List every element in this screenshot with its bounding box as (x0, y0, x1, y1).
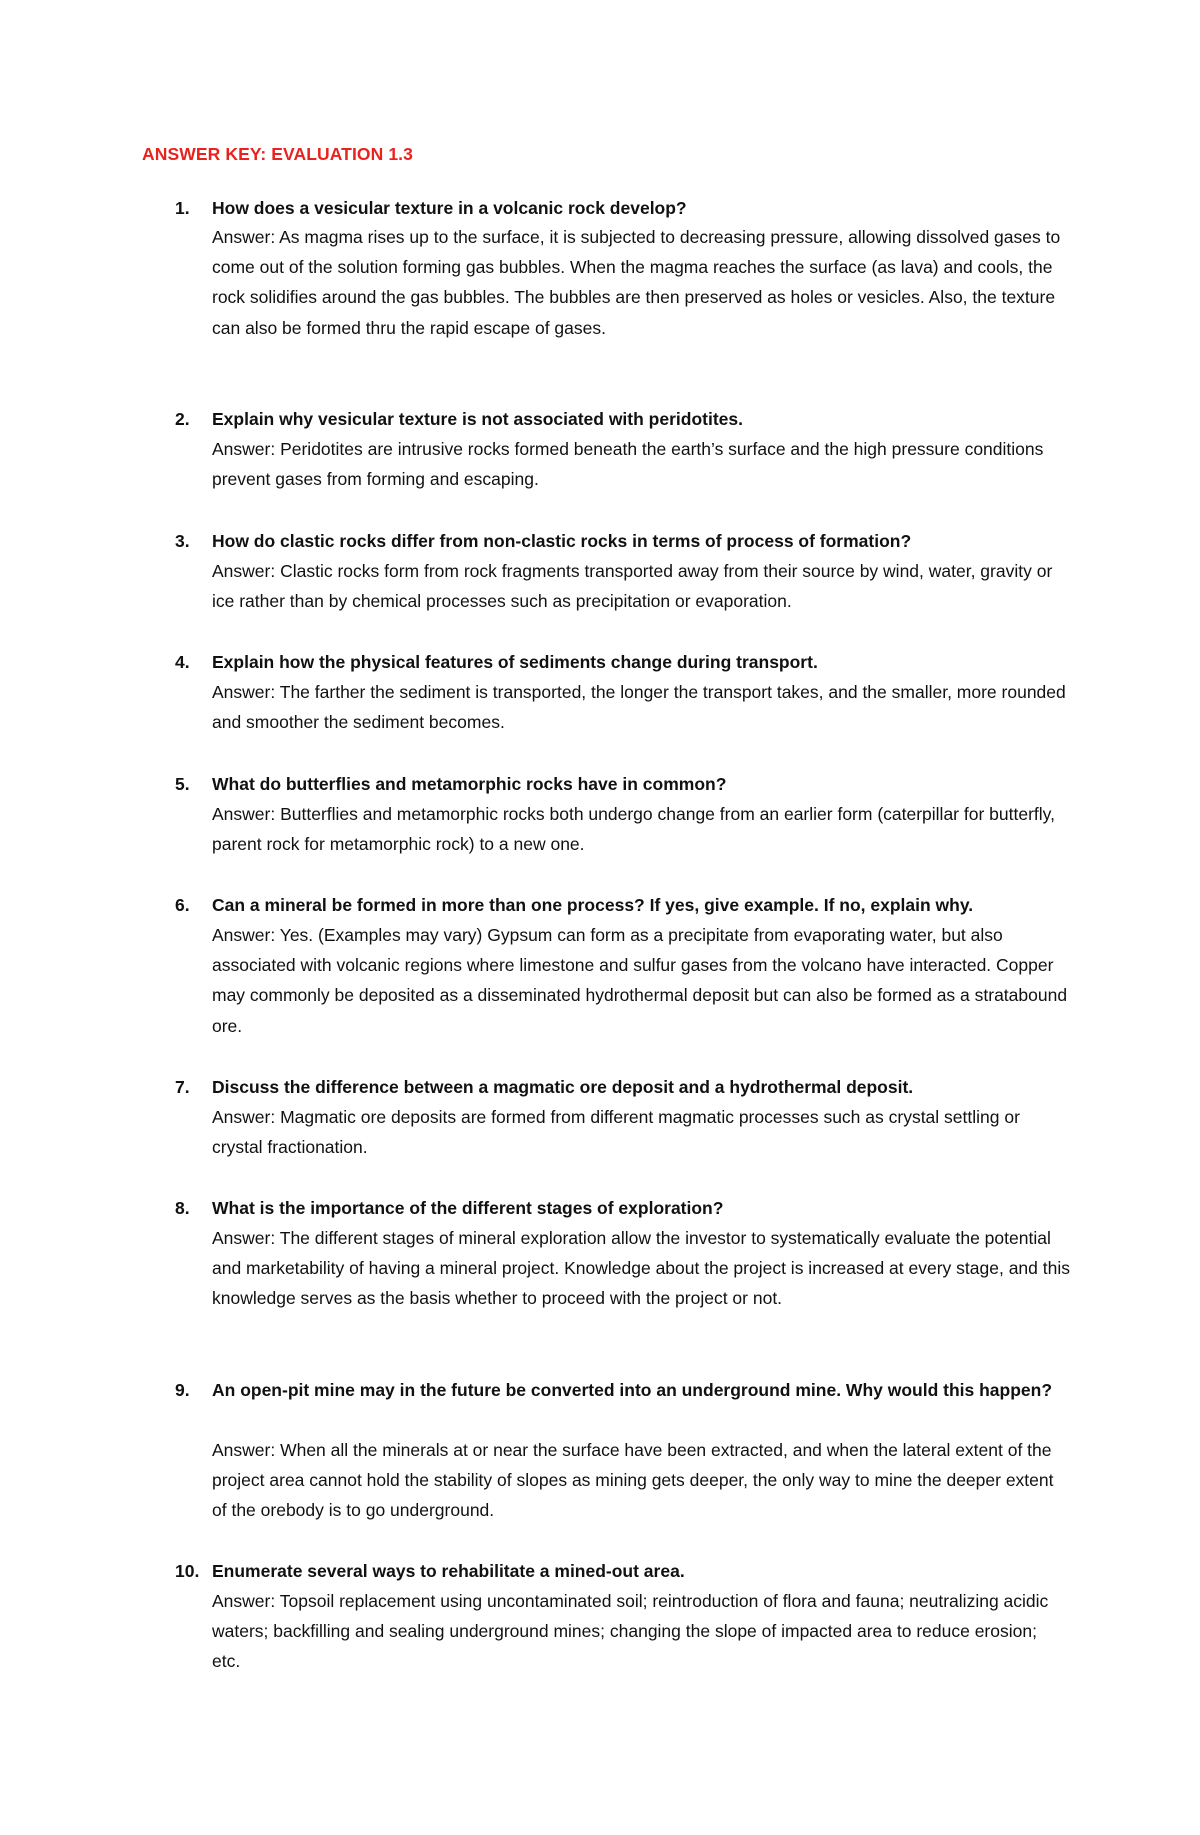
question-text: Explain how the physical features of sediments change during transport. (212, 652, 818, 672)
answer-text: Answer: Clastic rocks form from rock fragments transported away from their source by wind, water, gravity or ice rather than by chemical processes such as precipitation or evaporation. (212, 561, 1053, 612)
question-text: How do clastic rocks differ from non-clastic rocks in terms of process of formation? (212, 531, 912, 551)
answer-text: Answer: As magma rises up to the surface, it is subjected to decreasing pressure, allowing dissolved gases to come out of the solution forming gas bubbles. When the magma reaches the surface (as lava) and cools, the rock solidifies around the gas bubbles. The bubbles are then preserved as holes or vesicles. Also, the texture can also be formed thru the rapid escape of gases. (212, 227, 1061, 338)
question-text: How does a vesicular texture in a volcanic rock develop? (212, 198, 687, 218)
answer-text: Answer: Butterflies and metamorphic rocks both undergo change from an earlier form (caterpillar for butterfly, parent rock for metamorphic rock) to a new one. (212, 804, 1055, 855)
question-text: Enumerate several ways to rehabilitate a mined-out area. (212, 1561, 685, 1581)
answer-text: Answer: The different stages of mineral exploration allow the investor to systematically evaluate the potential and marketability of having a mineral project. Knowledge about the project is increased at every stage, and this knowledge serves as the basis whether to proceed with the project or not. (212, 1228, 1070, 1309)
answer-text: Answer: Magmatic ore deposits are formed from different magmatic processes such as crystal settling or crystal fractionation. (212, 1107, 1020, 1158)
question-number: 5. (175, 774, 190, 794)
answer-text: Answer: Topsoil replacement using uncontaminated soil; reintroduction of flora and fauna; neutralizing acidic waters; backfilling and sealing underground mines; changing the slope of impacted area to reduce erosion; etc. (212, 1591, 1049, 1672)
answer-text: Answer: When all the minerals at or near the surface have been extracted, and when the lateral extent of the project area cannot hold the stability of slopes as mining gets deeper, the only way to mine the deeper extent of the orebody is to go underground. (212, 1440, 1054, 1521)
question-text: What do butterflies and metamorphic rocks have in common? (212, 774, 727, 794)
answer-text: Answer: The farther the sediment is transported, the longer the transport takes, and the smaller, more rounded and smoother the sediment becomes. (212, 682, 1066, 733)
answer-text: Answer: Peridotites are intrusive rocks formed beneath the earth’s surface and the high pressure conditions prevent gases from forming and escaping. (212, 439, 1044, 490)
question-number: 6. (175, 895, 190, 915)
question-text: Can a mineral be formed in more than one process? If yes, give example. If no, explain why. (212, 895, 974, 915)
question-number: 10. (175, 1561, 200, 1581)
question-number: 9. (175, 1380, 190, 1400)
question-text: What is the importance of the different stages of exploration? (212, 1198, 724, 1218)
question-number: 8. (175, 1198, 190, 1218)
question-text: Discuss the difference between a magmatic ore deposit and a hydrothermal deposit. (212, 1077, 914, 1097)
question-number: 7. (175, 1077, 190, 1097)
question-number: 3. (175, 531, 190, 551)
question-text: Explain why vesicular texture is not associated with peridotites. (212, 409, 743, 429)
question-number: 1. (175, 198, 190, 218)
document-title: ANSWER KEY: EVALUATION 1.3 (142, 144, 413, 164)
question-text: An open-pit mine may in the future be converted into an underground mine. Why would this happen? (212, 1380, 1053, 1400)
question-number: 4. (175, 652, 190, 672)
answer-text: Answer: Yes. (Examples may vary) Gypsum can form as a precipitate from evaporating water, but also associated with volcanic regions where limestone and sulfur gases from the volcano have interacted. Copper may commonly be deposited as a disseminated hydrothermal deposit but can also be formed as a stratabound ore. (212, 925, 1068, 1036)
question-number: 2. (175, 409, 190, 429)
